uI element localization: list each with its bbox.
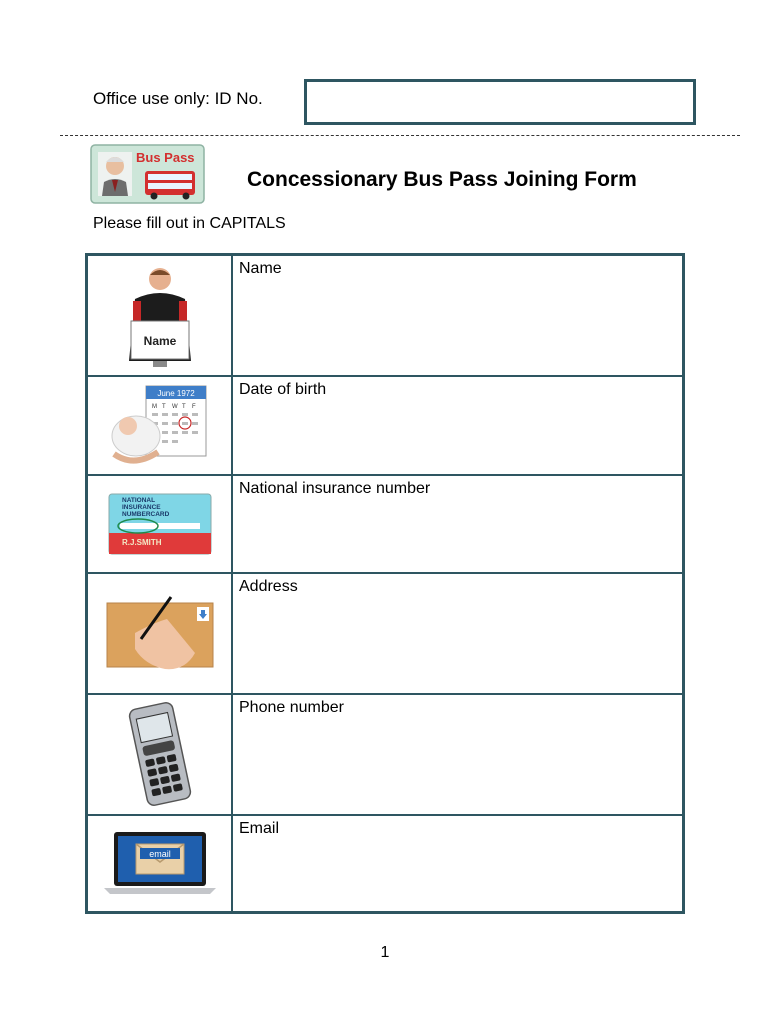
- address-label: Address: [239, 577, 298, 595]
- form-row-address: [87, 573, 684, 694]
- calendar-day-fri: F: [191, 404, 196, 410]
- calendar-title: June 1972: [156, 389, 195, 398]
- phone-label: Phone number: [239, 698, 344, 716]
- phone-field[interactable]: [232, 694, 684, 815]
- office-use-label: Office use only: ID No.: [93, 89, 263, 108]
- phone-picture-cell: [87, 694, 233, 815]
- cut-line-divider: [60, 135, 740, 136]
- person-holding-name-sign-icon: [115, 263, 205, 367]
- calendar-day-wed: W: [171, 404, 178, 410]
- ni-field[interactable]: [232, 475, 684, 573]
- ni-label: National insurance number: [239, 479, 431, 497]
- dob-picture-cell: [87, 376, 233, 475]
- form-row-phone: [87, 694, 684, 815]
- calendar-day-mon: M: [151, 404, 157, 410]
- id-number-field[interactable]: [304, 79, 696, 125]
- logo-text: Bus Pass: [136, 150, 195, 165]
- joining-form-table: [85, 253, 685, 914]
- address-picture-cell: [87, 573, 233, 694]
- ni-card-icon: [108, 493, 212, 555]
- form-row-dob: [87, 376, 684, 475]
- card-line-2: INSURANCE: [121, 503, 161, 511]
- address-field[interactable]: [232, 573, 684, 694]
- hand-writing-envelope-icon: [105, 593, 215, 673]
- name-field[interactable]: [232, 255, 684, 376]
- baby-calendar-icon: [110, 380, 210, 470]
- ni-picture-cell: [87, 475, 233, 573]
- sign-text: Name: [143, 334, 176, 349]
- calendar-day-thu: T: [181, 404, 186, 410]
- email-field[interactable]: [232, 815, 684, 913]
- email-label: Email: [239, 819, 280, 837]
- card-name: R.J.SMITH: [121, 537, 162, 547]
- dob-label: Date of birth: [239, 380, 327, 398]
- instructions-text: Please fill out in CAPITALS: [93, 215, 286, 232]
- laptop-email-icon: [104, 830, 216, 896]
- name-label: Name: [239, 260, 282, 277]
- form-row-name: [87, 255, 684, 376]
- email-picture-cell: [87, 815, 233, 913]
- bus-pass-logo: [90, 144, 205, 204]
- form-row-email: [87, 815, 684, 913]
- form-row-ni: [87, 475, 684, 573]
- envelope-text: email: [148, 849, 171, 860]
- page-title: Concessionary Bus Pass Joining Form: [247, 168, 637, 191]
- dob-field[interactable]: [232, 376, 684, 475]
- name-picture-cell: [87, 255, 233, 376]
- card-line-1: NATIONAL: [121, 496, 155, 504]
- mobile-phone-icon: [120, 701, 200, 807]
- card-line-3: NUMBERCARD: [121, 510, 169, 518]
- calendar-day-tue: T: [161, 404, 166, 410]
- page-number: 1: [380, 944, 390, 961]
